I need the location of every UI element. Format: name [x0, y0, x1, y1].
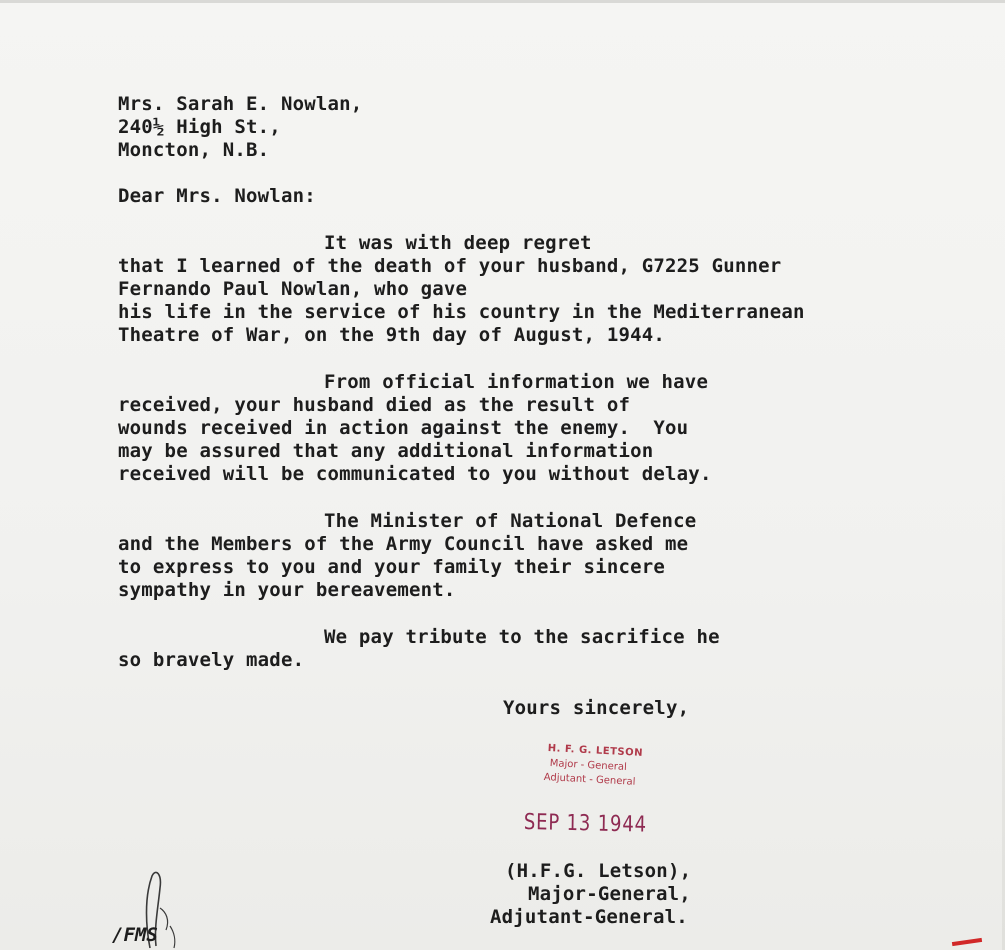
- red-corner-mark: [952, 938, 982, 946]
- para2-line-2: received, your husband died as the result of: [118, 394, 631, 416]
- para1-line-1: It was with deep regret: [324, 232, 592, 254]
- typist-initials: /FMS: [112, 924, 158, 946]
- stamp-name-line-2: Major - General: [549, 758, 628, 774]
- stamp-name-line-3: Adjutant - General: [543, 772, 636, 788]
- para1-line-4: his life in the service of his country in the Mediterranean: [118, 301, 805, 323]
- para3-line-3: to express to you and your family their sincere: [118, 556, 666, 578]
- signature-rank: Major-General,: [528, 883, 691, 905]
- para3-line-4: sympathy in your bereavement.: [118, 579, 456, 601]
- signature-title: Adjutant-General.: [490, 906, 688, 928]
- para2-line-3: wounds received in action against the enemy. You: [118, 417, 689, 439]
- para1-line-3: Fernando Paul Nowlan, who gave: [118, 278, 468, 300]
- para3-line-1: The Minister of National Defence: [324, 510, 697, 532]
- address-line-3: Moncton, N.B.: [118, 139, 270, 161]
- address-line-1: Mrs. Sarah E. Nowlan,: [118, 93, 363, 115]
- date-stamp: SEP 13 1944: [523, 810, 648, 838]
- para4-line-2: so bravely made.: [118, 649, 305, 671]
- para2-line-5: received will be communicated to you without delay.: [118, 463, 712, 485]
- address-line-2: 240½ High St.,: [118, 116, 281, 138]
- para4-line-1: We pay tribute to the sacrifice he: [324, 626, 720, 648]
- stamp-name-line-1: H. F. G. LETSON: [547, 743, 644, 759]
- para3-line-2: and the Members of the Army Council have asked me: [118, 533, 689, 555]
- para1-line-2: that I learned of the death of your husband, G7225 Gunner: [118, 255, 782, 277]
- salutation: Dear Mrs. Nowlan:: [118, 185, 316, 207]
- para2-line-4: may be assured that any additional information: [118, 440, 654, 462]
- para1-line-5: Theatre of War, on the 9th day of August, 1944.: [118, 324, 666, 346]
- page-top-edge: [0, 0, 1005, 3]
- signature-name: (H.F.G. Letson),: [505, 860, 692, 882]
- closing: Yours sincerely,: [503, 697, 690, 719]
- para2-line-1: From official information we have: [324, 371, 709, 393]
